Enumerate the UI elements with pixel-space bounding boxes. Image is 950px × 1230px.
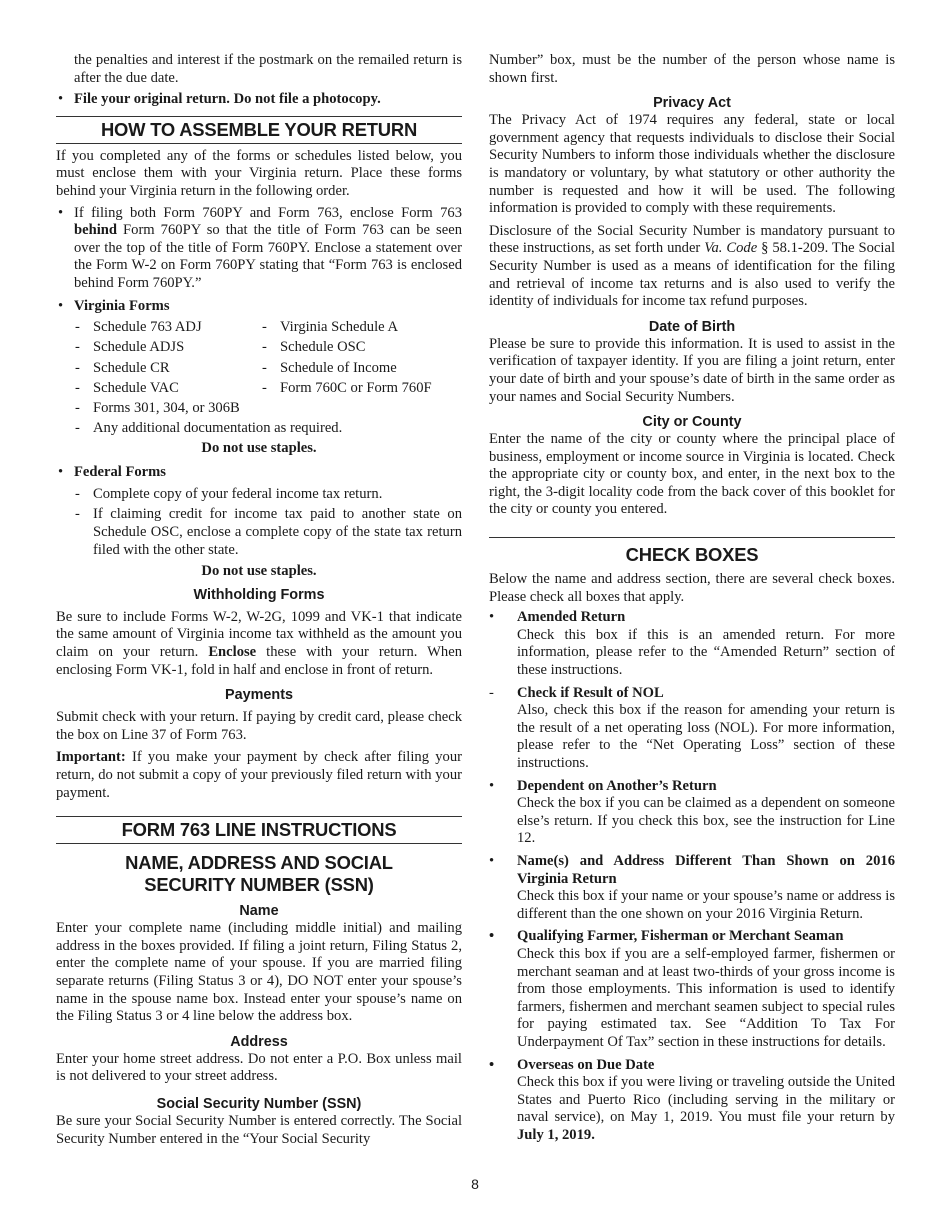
no-staples-note: Do not use staples. [201, 439, 317, 456]
name-text: Enter your complete name (including middle initial) and mailing address in the boxes provided. If filing a joint return, Filing Status 2, enter the complete name of your spouse. If you are married filing separate returns (Filing Status 3 or 4), DO NOT enter your spouse’s name in the spouse name box. Instead enter your spouse’s name on the Filing Status 3 or 4 line below the address box. [56, 920, 462, 1025]
check-box-item-overseas: • Overseas on Due Date Check this box if you were living or traveling outside the United States and Puerto Rico (including serving in the military or naval service), on May 1, 2019. You must file your return by July 1, 2019. [489, 1056, 895, 1143]
payments-important: Important: If you make your payment by check after filing your return, do not submit a copy of your previously filed return with your payment. [56, 749, 462, 801]
address-text: Enter your home street address. Do not enter a P.O. Box unless mail is not delivered to your street address. [56, 1050, 462, 1085]
list-item: - Schedule CR [75, 359, 170, 376]
list-item: - Complete copy of your federal income tax return. [75, 485, 383, 502]
check-boxes-heading: CHECK BOXES [489, 537, 895, 566]
list-item: - Form 760C or Form 760F [262, 379, 432, 396]
bullet-marker: • [489, 928, 495, 945]
bullet-marker: • [58, 464, 64, 481]
bullet-marker: • [58, 204, 64, 221]
bullet-marker: • [58, 91, 64, 108]
ssn-heading: Social Security Number (SSN) [156, 1095, 362, 1112]
bullet-marker: • [489, 852, 495, 869]
virginia-forms-list [56, 319, 462, 397]
check-box-item-nol: - Check if Result of NOL Also, check this box if the reason for amending your return is the result of a net operating loss (NOL). For more information, please refer to the “Net Operating Loss” section of these instructions. [489, 684, 895, 771]
privacy-act-heading: Privacy Act [653, 95, 731, 112]
check-box-item-dependent: • Dependent on Another’s Return Check the box if you can be claimed as a dependent on someone else’s return. If you check this box, see the instruction for Line 12. [489, 777, 895, 847]
line-instructions-heading: FORM 763 LINE INSTRUCTIONS [56, 816, 462, 844]
check-box-item-amended: • Amended Return Check this box if this is an amended return. For more information, please refer to the “Amended Return” section of these instructions. [489, 609, 895, 679]
list-item: - Forms 301, 304, or 306B [75, 399, 240, 416]
payments-heading: Payments [225, 687, 293, 704]
list-item: - Schedule 763 ADJ [75, 319, 202, 336]
list-item: - Schedule of Income [262, 359, 397, 376]
address-heading: Address [230, 1033, 288, 1050]
assemble-bullet-760py: • If filing both Form 760PY and Form 763, enclose Form 763 behind Form 760PY so that the title of Form 763 can be seen over the top of the title of Form 760PY. Enclose a statement over the Form W-2 on Form 760PY stating that “Form 763 is enclosed behind Form 760PY.” [58, 204, 462, 291]
name-address-ssn-heading: NAME, ADDRESS AND SOCIAL SECURITY NUMBER (SSN) [125, 852, 393, 896]
page-number: 8 [471, 1176, 479, 1192]
bullet-marker: - [489, 684, 494, 701]
left-column [56, 52, 462, 1148]
city-county-heading: City or County [642, 414, 742, 431]
payments-text: Submit check with your return. If paying by credit card, please check the box on Line 37 of Form 763. [56, 709, 462, 743]
city-county-text: Enter the name of the city or county where the principal place of business, employment or income source in Virginia is located. Check the appropriate city or county box, and enter, in the next box to the right, the 3-digit locality code from the back cover of this booklet for the city or county you entered. [489, 431, 895, 518]
bullet-marker: • [489, 777, 495, 794]
withholding-heading: Withholding Forms [193, 586, 325, 603]
federal-forms-title: • Federal Forms [58, 464, 166, 481]
privacy-act-disclosure: Disclosure of the Social Security Number is mandatory pursuant to these instructions, as set forth under Va. Code § 58.1-209. The Social Security Number is used as a means of identification for the filing and retrieval of income tax returns and is also used to verify the identity of individuals for income tax refund purposes. [489, 222, 895, 310]
bullet-marker: • [489, 1056, 495, 1073]
name-heading: Name [239, 903, 279, 920]
ssn-text: Be sure your Social Security Number is entered correctly. The Social Security Number entered in the “Your Social Security [56, 1112, 462, 1147]
bullet-marker: • [489, 609, 495, 626]
list-item: - Schedule ADJS [75, 339, 185, 356]
date-of-birth-heading: Date of Birth [648, 318, 736, 335]
privacy-act-text: The Privacy Act of 1974 requires any federal, state or local government agency that requests individuals to disclose their Social Security Numbers to inform those individuals whether the disclosure is mandatory or voluntary, by what statutory or other authority the number is requested and how it will be used. The following information is provided to comply with these requirements. [489, 112, 895, 217]
check-box-item-farmer: • Qualifying Farmer, Fisherman or Merchant Seaman Check this box if you are a self-employed farmer, fishermen or merchant seaman and at least two-thirds of your gross income is from those employments. This information is used to identify farmers, fishermen and merchant seamen subject to special rules for paying estimated tax. See “Addition To Tax For Underpayment Of Tax” section in these instructions for details. [489, 928, 895, 1050]
list-item: - If claiming credit for income tax paid to another state on Schedule OSC, enclose a complete copy of the state tax return filed with the other state. [75, 506, 462, 558]
continued-text: the penalties and interest if the postmark on the remailed return is after the due date. [74, 52, 462, 86]
check-boxes-intro: Below the name and address section, there are several check boxes. Please check all boxes that apply. [489, 571, 895, 605]
bullet-original-return: • File your original return. Do not file a photocopy. [58, 91, 381, 108]
virginia-forms-title: • Virginia Forms [58, 297, 170, 314]
right-column [489, 52, 895, 1144]
list-item: - Schedule OSC [262, 339, 366, 356]
bullet-marker: • [58, 297, 64, 314]
assemble-heading: HOW TO ASSEMBLE YOUR RETURN [56, 116, 462, 144]
date-of-birth-text: Please be sure to provide this information. It is used to assist in the verification of taxpayer identity. If you are filing a joint return, enter your date of birth and your spouse’s date of birth in the same order as your names and Social Security Numbers. [489, 335, 895, 405]
withholding-text: Be sure to include Forms W-2, W-2G, 1099 and VK-1 that indicate the same amount of Virginia income tax withheld as the amount you claim on your return. Enclose these with your return. When enclosing Form VK-1, fold in half and enclose in front of return. [56, 608, 463, 678]
list-item: - Schedule VAC [75, 379, 179, 396]
list-item: - Any additional documentation as required. [75, 420, 343, 437]
check-box-item-name-changed: • Name(s) and Address Different Than Shown on 2016 Virginia Return Check this box if your name or your spouse’s name or address is different than the one shown on your 2016 Virginia Return. [489, 852, 895, 922]
assemble-intro: If you completed any of the forms or schedules listed below, you must enclose them with your Virginia return. Place these forms behind your Virginia return in the following order. [56, 147, 462, 199]
no-staples-note: Do not use staples. [201, 563, 317, 580]
list-item: - Virginia Schedule A [262, 319, 399, 336]
continued-text: Number” box, must be the number of the person whose name is shown first. [489, 52, 895, 86]
